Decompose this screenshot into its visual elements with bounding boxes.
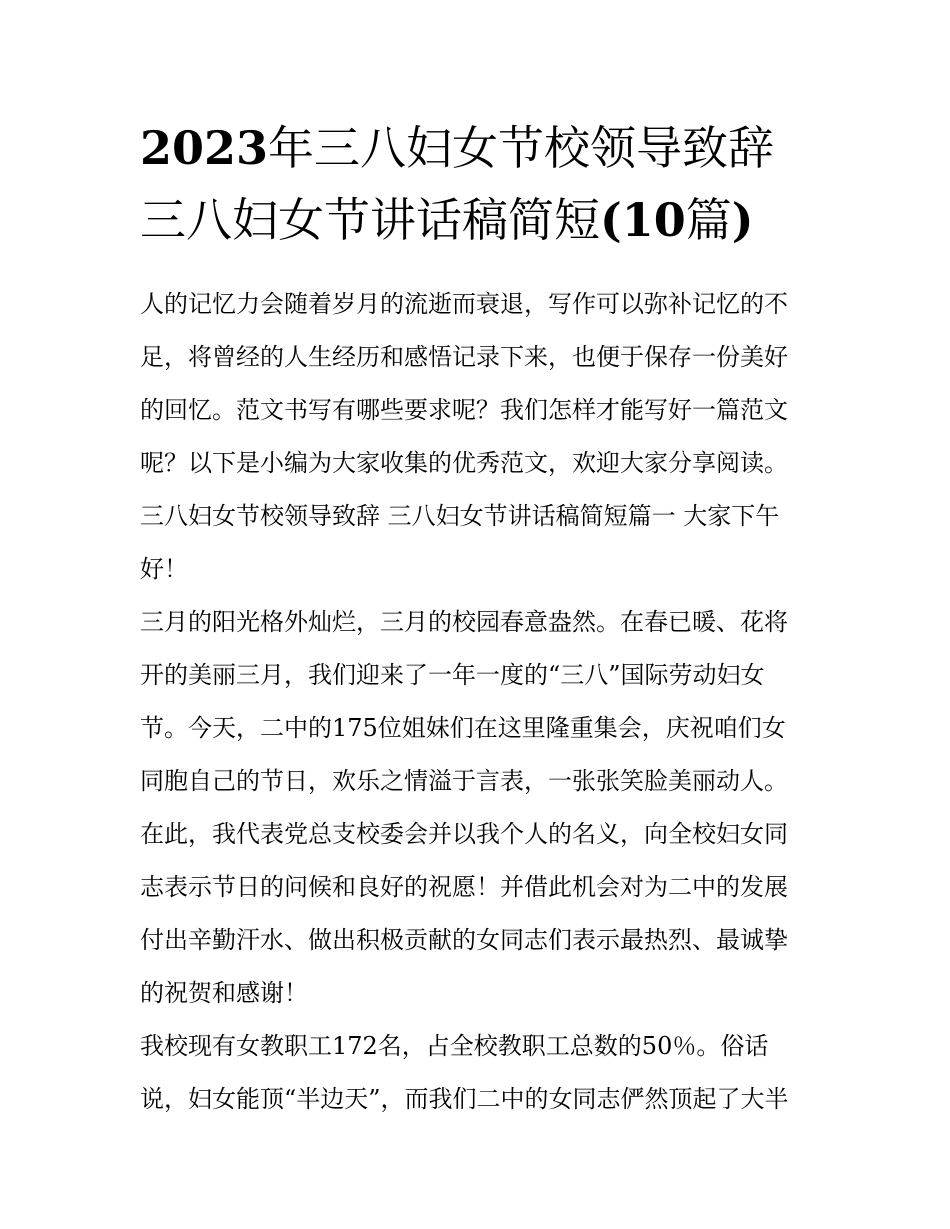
body-line: 付出辛勤汗水、做出积极贡献的女同志们表示最热烈、最诚挚 bbox=[140, 926, 788, 954]
body-line: 我校现有女教职工172名，占全校教职工总数的50％。俗话 bbox=[140, 1032, 769, 1060]
title-count: (10 bbox=[600, 193, 686, 247]
document-body bbox=[140, 278, 830, 1126]
body-line: 开的美丽三月，我们迎来了一年一度的“三八”国际劳动妇女 bbox=[140, 661, 765, 689]
body-line: 三月的阳光格外灿烂，三月的校园春意盎然。在春已暖、花将 bbox=[140, 608, 788, 636]
title-line-2 bbox=[140, 184, 830, 256]
body-line: 说，妇女能顶“半边天”，而我们二中的女同志俨然顶起了大半 bbox=[140, 1085, 789, 1113]
body-line: 的回忆。范文书写有哪些要求呢？我们怎样才能写好一篇范文 bbox=[140, 396, 788, 424]
body-line: 的祝贺和感谢！ bbox=[140, 979, 308, 1007]
title-count-unit: 篇 bbox=[685, 193, 732, 247]
body-line: 节。今天，二中的175位姐妹们在这里隆重集会，庆祝咱们女 bbox=[140, 714, 786, 742]
title-line-2-text: 三八妇女节讲话稿简短 bbox=[140, 193, 600, 247]
body-line: 足，将曾经的人生经历和感悟记录下来，也便于保存一份美好 bbox=[140, 343, 788, 371]
body-line: 呢？以下是小编为大家收集的优秀范文，欢迎大家分享阅读。 bbox=[140, 449, 788, 477]
body-line: 同胞自己的节日，欢乐之情溢于言表，一张张笑脸美丽动人。 bbox=[140, 767, 788, 795]
body-line: 在此，我代表党总支校委会并以我个人的名义，向全校妇女同 bbox=[140, 820, 788, 848]
body-line: 三八妇女节校领导致辞 三八妇女节讲话稿简短篇一 大家下午 bbox=[140, 502, 780, 530]
title-line-1-text: 年三八妇女节校领导致辞 bbox=[268, 121, 775, 175]
body-line: 人的记忆力会随着岁月的流逝而衰退，写作可以弥补记忆的不 bbox=[140, 290, 788, 318]
document-title bbox=[140, 112, 830, 256]
title-line-1 bbox=[140, 112, 830, 184]
title-year: 2023 bbox=[140, 121, 269, 175]
title-close-paren: ) bbox=[731, 193, 754, 247]
body-line: 好！ bbox=[140, 555, 188, 583]
body-line: 志表示节日的问候和良好的祝愿！并借此机会对为二中的发展 bbox=[140, 873, 788, 901]
